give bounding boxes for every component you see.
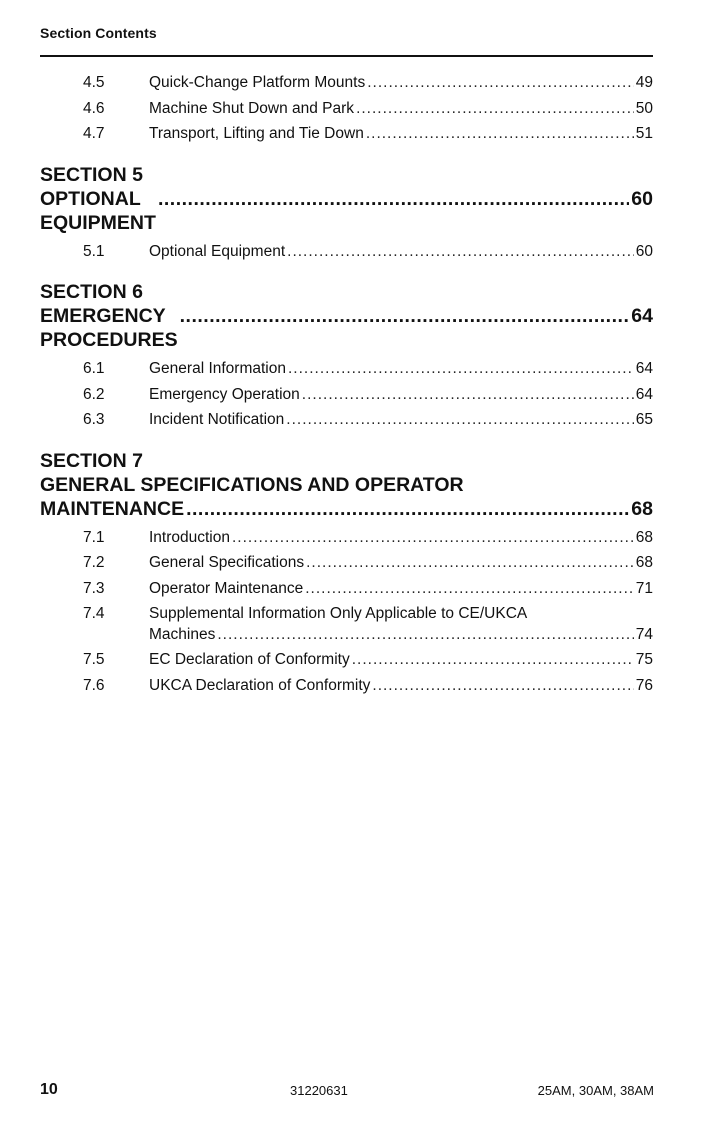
dot-leader: [302, 386, 634, 404]
toc-entry-number: 7.4: [83, 605, 105, 622]
dot-leader: [306, 554, 634, 572]
footer-models: 25AM, 30AM, 38AM: [537, 1083, 654, 1098]
toc-entry-title: UKCA Declaration of Conformity: [149, 676, 371, 694]
dot-leader: [158, 187, 629, 211]
dot-leader: [352, 651, 634, 669]
section-page: 68: [631, 497, 653, 520]
toc-entry-page: 76: [635, 676, 653, 694]
toc-entry-title: General Specifications: [149, 554, 305, 571]
toc-entry[interactable]: [40, 74, 653, 100]
toc-entry-title: Incident Notification: [149, 411, 285, 428]
toc-entry-page: 60: [635, 242, 653, 260]
section-7: [40, 449, 653, 703]
toc-entry[interactable]: [40, 386, 653, 412]
dot-leader: [180, 304, 630, 328]
toc-entry-number: 7.3: [83, 579, 105, 597]
dot-leader: [366, 125, 634, 143]
dot-leader: [367, 74, 634, 92]
dot-leader: [217, 626, 633, 644]
toc-entry-page: 75: [635, 651, 653, 668]
toc-entry-page: 64: [635, 360, 653, 377]
toc-entry-title: Quick-Change Platform Mounts: [149, 74, 366, 91]
toc-entry-number: 7.6: [83, 676, 105, 694]
toc-entry-number: 4.7: [83, 125, 105, 142]
dot-leader: [356, 100, 634, 118]
section-title-line: GENERAL SPECIFICATIONS AND OPERATOR: [40, 473, 464, 496]
toc-entry-title: EC Declaration of Conformity: [149, 651, 350, 668]
dot-leader: [287, 243, 634, 261]
dot-leader: [286, 411, 633, 429]
toc-entry-number: 7.5: [83, 651, 105, 668]
section-label: SECTION 7: [40, 449, 143, 472]
section-6: [40, 280, 653, 437]
toc-entry-page: 74: [635, 626, 653, 643]
dot-leader: [372, 677, 633, 695]
section-label: SECTION 5: [40, 163, 143, 186]
toc-entry-title: Emergency Operation: [149, 385, 300, 403]
toc-entry-number: 6.2: [83, 385, 105, 403]
toc-entry-page: 49: [635, 74, 653, 91]
section-label: SECTION 6: [40, 281, 143, 303]
toc-entry-number: 5.1: [83, 242, 105, 260]
toc-entry-number: 6.1: [83, 360, 105, 377]
table-of-contents: [40, 74, 653, 702]
toc-entry-title: Transport, Lifting and Tie Down: [149, 125, 364, 142]
dot-leader: [305, 580, 634, 598]
toc-entry-number: 4.6: [83, 99, 105, 117]
toc-entry[interactable]: [40, 125, 653, 151]
footer-doc-number: 31220631: [290, 1083, 348, 1098]
toc-entry[interactable]: [40, 360, 653, 386]
toc-entry-title: Introduction: [149, 528, 230, 546]
toc-entry-page: 68: [635, 528, 653, 546]
page-header-title: Section Contents: [40, 25, 157, 41]
section-title: MAINTENANCE: [40, 497, 185, 520]
toc-entry[interactable]: [40, 605, 653, 651]
toc-entry[interactable]: [40, 651, 653, 677]
section-title: EMERGENCY PROCEDURES: [40, 305, 178, 351]
section-title-row[interactable]: [40, 497, 653, 521]
toc-entry-title: Optional Equipment: [149, 242, 286, 260]
toc-entry-title: Operator Maintenance: [149, 579, 304, 597]
toc-entry-page: 65: [635, 411, 653, 428]
toc-entry[interactable]: [40, 243, 653, 269]
toc-entry-page: 64: [635, 385, 653, 403]
toc-entry[interactable]: [40, 100, 653, 126]
toc-entry-page: 50: [635, 99, 653, 117]
toc-entry-title: Supplemental Information Only Applicable to CE/UKCA: [149, 605, 528, 622]
toc-entry[interactable]: [40, 677, 653, 703]
section-title-row[interactable]: [40, 187, 653, 235]
toc-entry-page: 68: [635, 554, 653, 571]
dot-leader: [232, 529, 634, 547]
toc-entry[interactable]: [40, 554, 653, 580]
toc-entry-number: 6.3: [83, 411, 105, 428]
section-title: OPTIONAL EQUIPMENT: [40, 187, 156, 234]
section-page: 64: [631, 305, 653, 327]
footer-page-number: 10: [40, 1081, 58, 1098]
section-5: [40, 163, 653, 269]
dot-leader: [288, 360, 634, 378]
toc-entry-number: 4.5: [83, 74, 105, 91]
toc-entry[interactable]: [40, 411, 653, 437]
toc-entry[interactable]: [40, 529, 653, 555]
section-title-row[interactable]: [40, 304, 653, 352]
toc-entry-title: Machine Shut Down and Park: [149, 99, 355, 117]
toc-entry-page: 71: [635, 579, 653, 597]
toc-entry-title-continued: Machines: [149, 626, 216, 643]
header-divider: [40, 55, 653, 57]
section-page: 60: [631, 187, 653, 210]
toc-entry[interactable]: [40, 580, 653, 606]
toc-entry-number: 7.2: [83, 554, 105, 571]
toc-entry-number: 7.1: [83, 528, 105, 546]
toc-entry-title: General Information: [149, 360, 286, 377]
toc-entry-page: 51: [635, 125, 653, 142]
dot-leader: [186, 497, 629, 521]
